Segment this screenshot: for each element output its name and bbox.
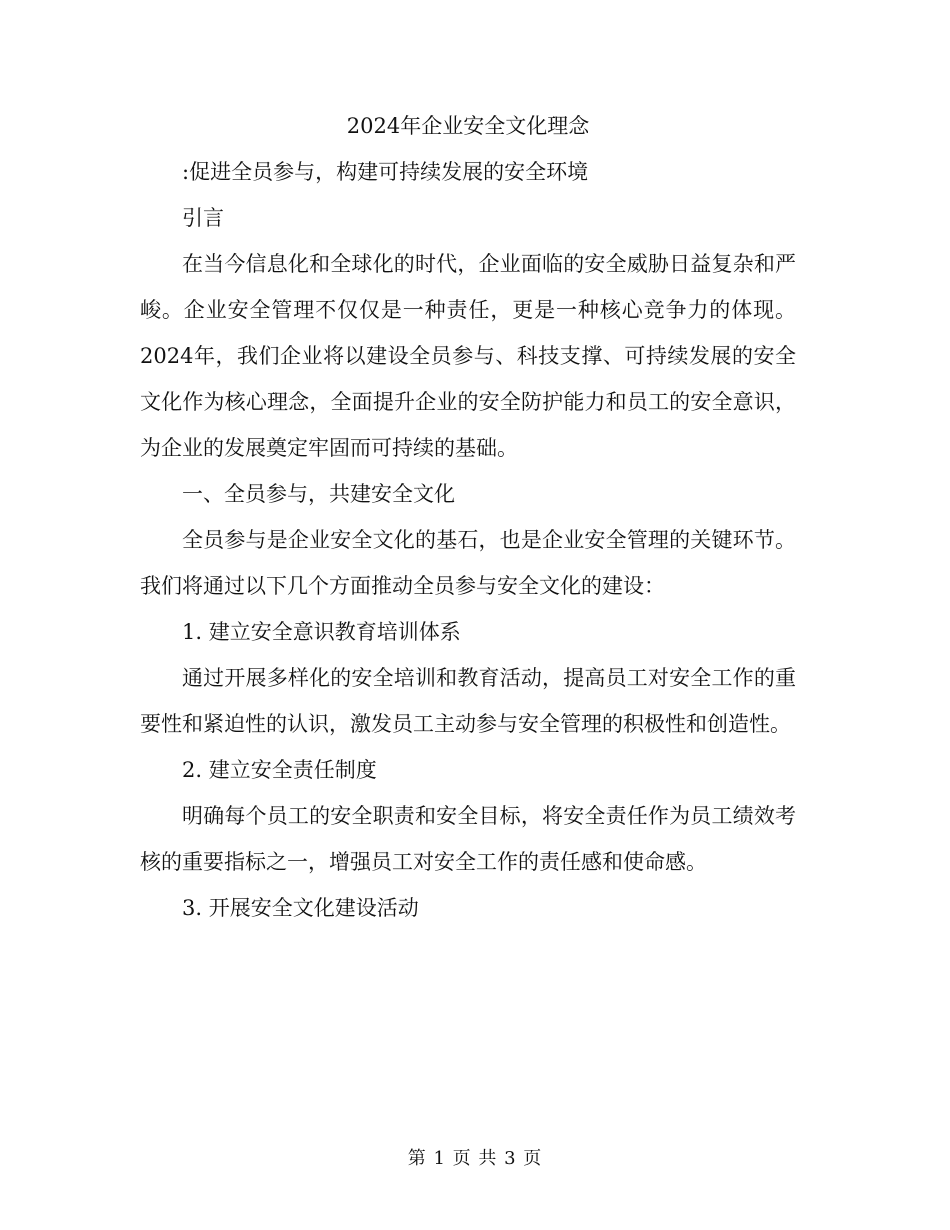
subsection-1-1-paragraph: 通过开展多样化的安全培训和教育活动，提高员工对安全工作的重要性和紧迫性的认识，激发员工主动参与安全管理的积极性和创造性。 bbox=[140, 666, 796, 736]
subheading-1-1: 1. 建立安全意识教育培训体系 bbox=[182, 620, 461, 644]
section-heading-1: 一、全员参与，共建安全文化 bbox=[182, 482, 455, 506]
document-body bbox=[140, 103, 796, 931]
page-number-label: 第 1 页 共 3 页 bbox=[407, 1148, 543, 1169]
document-title: 2024年企业安全文化理念 bbox=[346, 114, 590, 138]
subtitle-paragraph: :促进全员参与，构建可持续发展的安全环境 bbox=[182, 160, 589, 184]
section-1-paragraph: 全员参与是企业安全文化的基石，也是企业安全管理的关键环节。我们将通过以下几个方面推动全员参与安全文化的建设： bbox=[140, 528, 796, 598]
subheading-1-2: 2. 建立安全责任制度 bbox=[182, 758, 377, 782]
subheading-1-3: 3. 开展安全文化建设活动 bbox=[182, 896, 419, 920]
introduction-paragraph: 在当今信息化和全球化的时代，企业面临的安全威胁日益复杂和严峻。企业安全管理不仅仅是一种责任，更是一种核心竞争力的体现。2024年，我们企业将以建设全员参与、科技支撑、可持续发展的安全文化作为核心理念，全面提升企业的安全防护能力和员工的安全意识，为企业的发展奠定牢固而可持续的基础。 bbox=[140, 252, 796, 460]
subsection-1-2-paragraph: 明确每个员工的安全职责和安全目标，将安全责任作为员工绩效考核的重要指标之一，增强员工对安全工作的责任感和使命感。 bbox=[140, 804, 796, 874]
section-heading-introduction: 引言 bbox=[182, 206, 224, 230]
page-footer bbox=[0, 1146, 950, 1172]
